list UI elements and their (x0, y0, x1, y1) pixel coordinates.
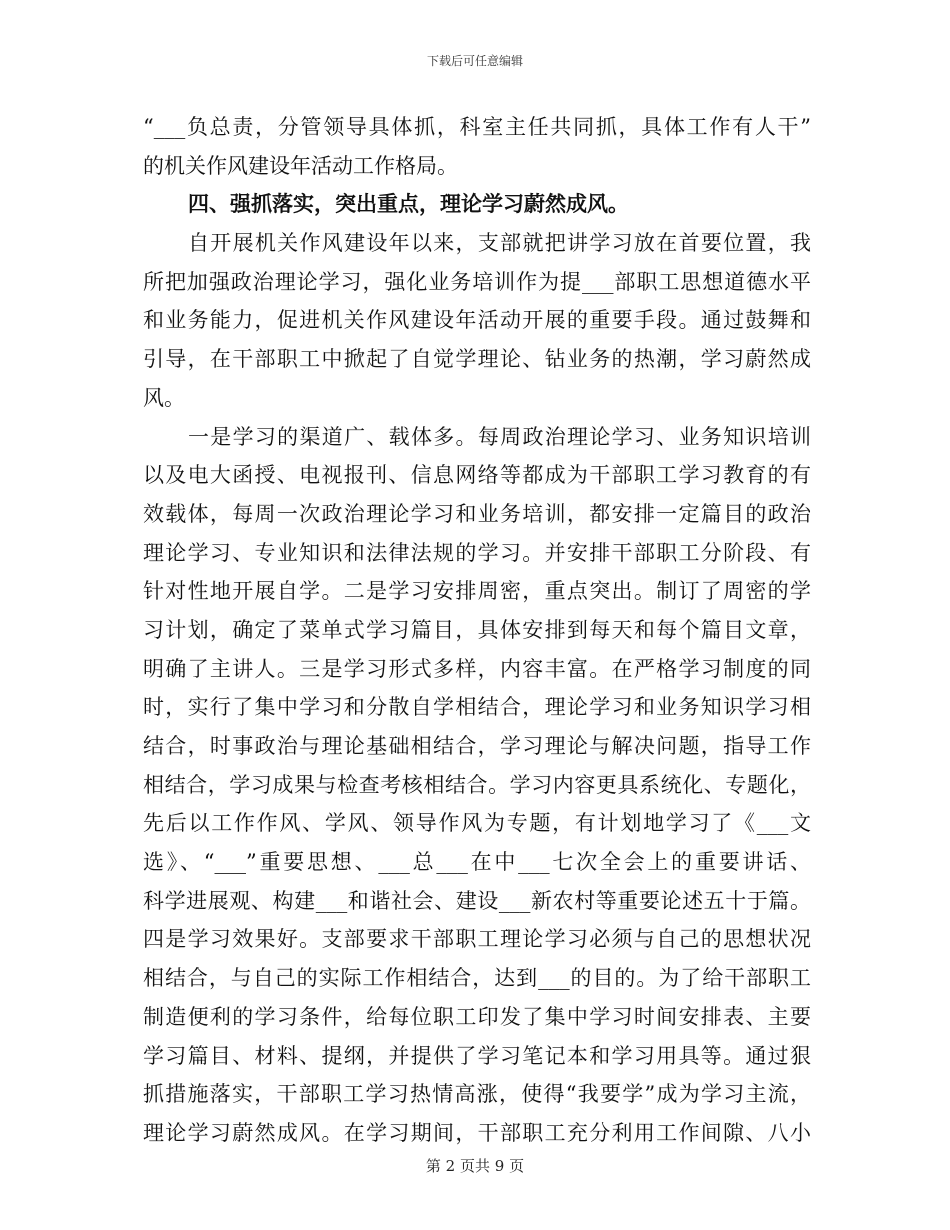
body-line-17: 结合，时事政治与理论基础相结合，学习理论与解决问题，指导工作 (143, 734, 811, 758)
body-line-18: 相结合，学习成果与检查考核相结合。学习内容更具系统化、专题化， (143, 772, 811, 797)
body-line-20: 选》、“___”重要思想、___总___在中___七次全会上的重要讲话、 (143, 850, 811, 875)
body-line-6: 和业务能力，促进机关作风建设年活动开展的重要手段。通过鼓舞和 (143, 308, 811, 333)
document-body (143, 108, 811, 1153)
body-line-12: 理论学习、专业知识和法律法规的学习。并安排干部职工分阶段、有 (143, 540, 811, 565)
body-line-24: 制造便利的学习条件，给每位职工印发了集中学习时间安排表、主要 (143, 1004, 811, 1029)
page-header: 下载后可任意编辑 (426, 54, 523, 68)
section-heading: 四、强抓落实，突出重点，理论学习蔚然成风。 (188, 191, 629, 217)
body-line-13: 针对性地开展自学。二是学习安排周密，重点突出。制订了周密的学 (143, 579, 811, 604)
body-line-1: “___负总责，分管领导具体抓，科室主任共同抓，具体工作有人干” (143, 115, 811, 139)
body-line-25: 学习篇目、材料、提纲，并提供了学习笔记本和学习用具等。通过狠 (143, 1043, 811, 1068)
body-line-5: 所把加强政治理论学习，强化业务培训作为提___部职工思想道德水平 (143, 269, 811, 294)
body-line-23: 相结合，与自己的实际工作相结合，达到___的目的。为了给干部职工 (143, 966, 811, 991)
body-line-10: 以及电大函授、电视报刊、信息网络等都成为干部职工学习教育的有 (143, 463, 811, 488)
body-line-2: 的机关作风建设年活动工作格局。 (143, 153, 458, 178)
body-line-19: 先后以工作作风、学风、领导作风为专题，有计划地学习了《___文 (143, 811, 811, 836)
body-line-27: 理论学习蔚然成风。在学习期间，干部职工充分利用工作间隙、八小 (143, 1120, 811, 1145)
page-footer: 第 2 页共 9 页 (425, 1157, 525, 1175)
body-line-11: 效载体，每周一次政治理论学习和业务培训，都安排一定篇目的政治 (143, 501, 811, 526)
body-line-22: 四是学习效果好。支部要求干部职工理论学习必须与自己的思想状况 (143, 927, 811, 952)
body-line-8: 风。 (143, 385, 185, 410)
body-line-21: 科学进展观、构建___和谐社会、建设___新农村等重要论述五十于篇。 (143, 888, 811, 913)
body-line-4: 自开展机关作风建设年以来，支部就把讲学习放在首要位置，我 (188, 231, 811, 256)
body-line-26: 抓措施落实，干部职工学习热情高涨，使得“我要学”成为学习主流， (143, 1082, 811, 1107)
body-line-14: 习计划，确定了菜单式学习篇目，具体安排到每天和每个篇目文章， (143, 617, 811, 642)
body-line-9: 一是学习的渠道广、载体多。每周政治理论学习、业务知识培训 (188, 424, 811, 449)
body-line-16: 时，实行了集中学习和分散自学相结合，理论学习和业务知识学习相 (143, 695, 811, 720)
body-line-7: 引导，在干部职工中掀起了自觉学理论、钻业务的热潮，学习蔚然成 (143, 347, 811, 372)
body-line-15: 明确了主讲人。三是学习形式多样，内容丰富。在严格学习制度的同 (143, 656, 811, 681)
